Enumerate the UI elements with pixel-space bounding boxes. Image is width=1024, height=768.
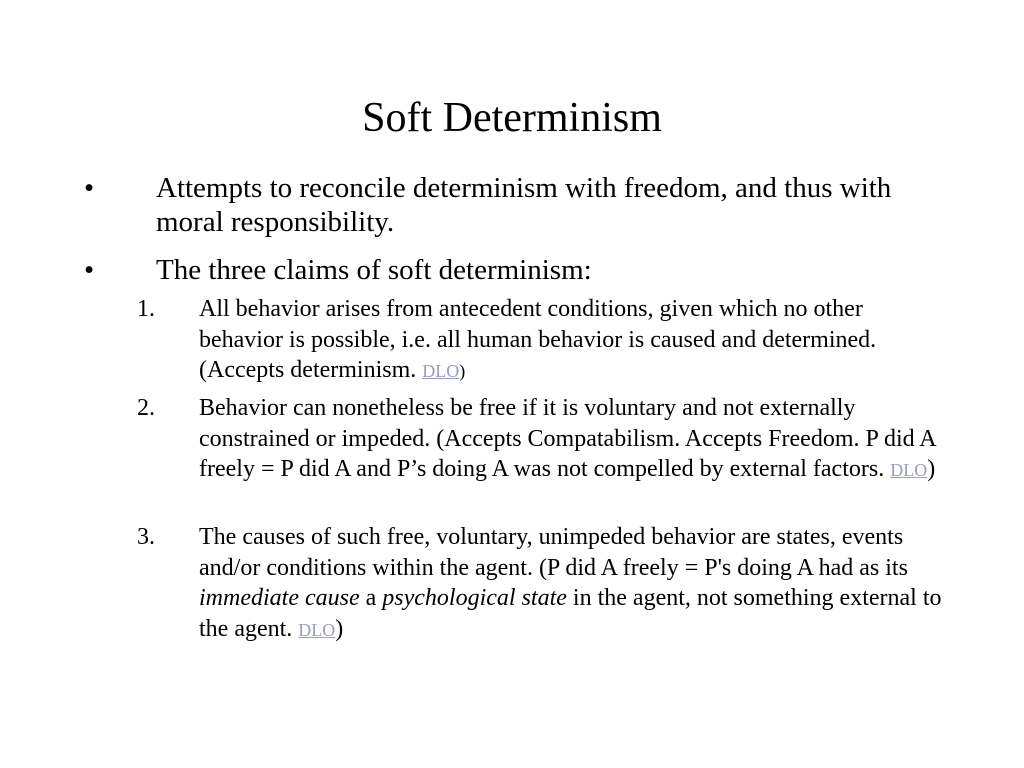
slide-title: Soft Determinism xyxy=(362,95,662,141)
bullet-text: Attempts to reconcile determinism with freedom, and thus with moral responsibility. xyxy=(156,172,892,238)
claim-number: 2. xyxy=(137,395,155,421)
claim-text xyxy=(199,393,944,486)
claim-body: Behavior can nonetheless be free if it is voluntary and not externally constrained or impeded. (Accepts Compatabilism. Accepts Freedom. P did A freely = P did A and P’s doing A was not compelled by external factors. xyxy=(199,395,936,482)
closing-paren: ) xyxy=(927,456,936,482)
claim-body: All behavior arises from antecedent conditions, given which no other behavior is possible, i.e. all human behavior is caused and determined. (Accepts determinism. xyxy=(199,296,877,383)
claim-number: 1. xyxy=(137,296,155,322)
bullet-marker: • xyxy=(84,172,95,204)
dlo-link[interactable]: DLO xyxy=(422,361,460,381)
claim-number: 3. xyxy=(137,524,155,550)
claim-text xyxy=(199,522,944,645)
bullet-marker: • xyxy=(84,254,95,286)
closing-paren: ) xyxy=(335,615,344,642)
claim-body: in the agent, not something external to the agent. xyxy=(199,585,942,642)
dlo-link[interactable]: DLO xyxy=(298,619,336,640)
emphasis-psychological-state: psychological state xyxy=(382,585,567,611)
closing-paren: ) xyxy=(459,361,466,381)
claim-body: The causes of such free, voluntary, unimpeded behavior are states, events and/or conditions within the agent. (P did A freely = P's doing A had as its xyxy=(199,524,908,581)
emphasis-immediate-cause: immediate cause xyxy=(199,585,360,611)
claim-text xyxy=(199,294,944,387)
dlo-link[interactable]: DLO xyxy=(890,460,928,480)
bullet-text: The three claims of soft determinism: xyxy=(156,254,592,286)
claim-body: a xyxy=(359,585,383,611)
